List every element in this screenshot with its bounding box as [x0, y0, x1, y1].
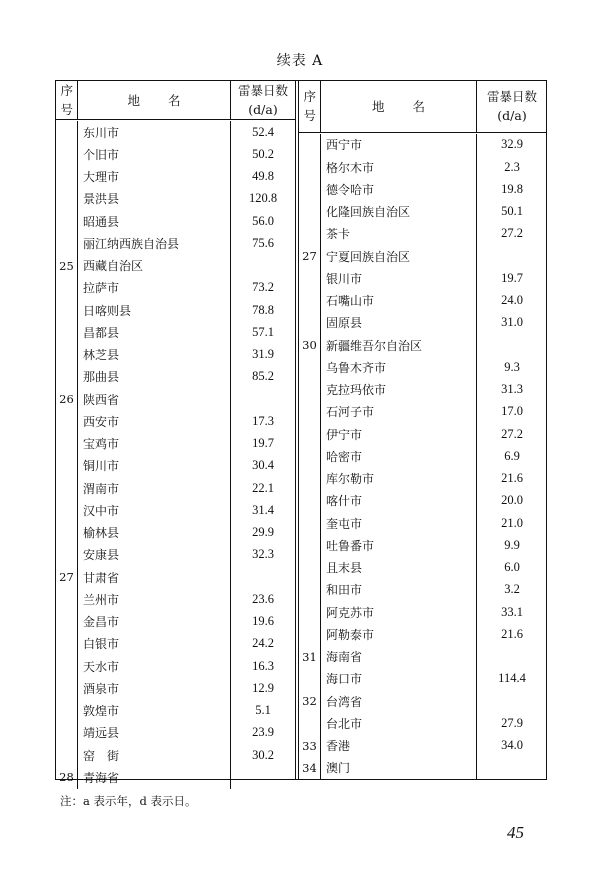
cell-name: 喀什市 — [321, 490, 477, 512]
cell-name: 库尔勒市 — [321, 468, 477, 490]
table-row — [56, 700, 295, 722]
cell-name: 渭南市 — [78, 477, 231, 499]
cell-seq: 27 — [56, 566, 78, 588]
table-row — [56, 722, 295, 744]
table-row — [56, 633, 295, 655]
cell-seq: 27 — [299, 245, 321, 267]
cell-name: 青海省 — [78, 766, 231, 788]
cell-seq — [299, 401, 321, 423]
table-row — [299, 490, 547, 512]
header-seq: 序号 — [56, 81, 78, 119]
cell-value: 27.2 — [501, 426, 523, 441]
cell-seq: 25 — [56, 255, 78, 277]
table-row — [56, 255, 295, 277]
cell-seq — [299, 623, 321, 645]
cell-seq: 33 — [299, 735, 321, 757]
cell-name: 且末县 — [321, 557, 477, 579]
cell-name: 澳门 — [321, 757, 477, 779]
cell-value: 2.3 — [504, 159, 520, 174]
cell-seq — [299, 512, 321, 534]
cell-value: 50.1 — [501, 204, 523, 219]
cell-name: 西藏自治区 — [78, 255, 231, 277]
cell-value — [477, 334, 547, 356]
header-name: 地名 — [321, 81, 477, 132]
cell-seq — [299, 178, 321, 200]
table-left-half — [56, 81, 296, 785]
cell-seq — [56, 232, 78, 254]
cell-name: 西宁市 — [321, 134, 477, 156]
cell-value: 20.0 — [501, 493, 523, 508]
cell-name: 石河子市 — [321, 401, 477, 423]
cell-name: 宁夏回族自治区 — [321, 245, 477, 267]
table-row — [299, 401, 547, 423]
cell-value: 3.2 — [504, 582, 520, 597]
table-row — [299, 201, 547, 223]
cell-name: 天水市 — [78, 655, 231, 677]
table-row — [299, 690, 547, 712]
header-name: 地名 — [78, 81, 231, 119]
cell-seq — [299, 534, 321, 556]
cell-value: 27.9 — [501, 715, 523, 730]
cell-seq — [299, 134, 321, 156]
cell-value: 17.0 — [501, 404, 523, 419]
cell-seq: 34 — [299, 757, 321, 779]
table-row — [299, 757, 547, 779]
table-row — [56, 566, 295, 588]
table-body-left — [56, 120, 295, 789]
cell-name: 白银市 — [78, 633, 231, 655]
cell-name: 格尔木市 — [321, 156, 477, 178]
table-row — [56, 166, 295, 188]
table-title: 续表 A — [276, 53, 324, 69]
table-row — [56, 344, 295, 366]
cell-value — [477, 690, 547, 712]
table-row — [299, 534, 547, 556]
cell-value: 5.1 — [255, 703, 271, 718]
cell-name: 敦煌市 — [78, 700, 231, 722]
table-row — [56, 188, 295, 210]
table-row — [299, 290, 547, 312]
table-row — [299, 601, 547, 623]
cell-name: 昭通县 — [78, 210, 231, 232]
cell-value: 22.1 — [252, 480, 274, 495]
cell-seq — [56, 588, 78, 610]
table-row — [299, 646, 547, 668]
cell-seq — [56, 166, 78, 188]
table-row — [56, 655, 295, 677]
cell-name: 吐鲁番市 — [321, 534, 477, 556]
cell-name: 化隆回族自治区 — [321, 201, 477, 223]
cell-name: 大理市 — [78, 166, 231, 188]
cell-seq: 26 — [56, 388, 78, 410]
cell-seq: 32 — [299, 690, 321, 712]
cell-value: 19.8 — [501, 181, 523, 196]
cell-name: 靖远县 — [78, 722, 231, 744]
cell-name: 克拉玛依市 — [321, 379, 477, 401]
cell-value: 23.9 — [252, 725, 274, 740]
table-row — [56, 611, 295, 633]
cell-seq — [56, 677, 78, 699]
cell-value: 75.6 — [252, 235, 274, 250]
cell-seq — [56, 210, 78, 232]
cell-value: 23.6 — [252, 591, 274, 606]
table-header — [56, 81, 295, 120]
table-row — [56, 744, 295, 766]
cell-name: 汉中市 — [78, 499, 231, 521]
cell-value: 9.3 — [504, 359, 520, 374]
table-row — [299, 178, 547, 200]
table-row — [56, 455, 295, 477]
cell-name: 酒泉市 — [78, 677, 231, 699]
cell-value: 30.4 — [252, 458, 274, 473]
cell-seq — [56, 433, 78, 455]
cell-name: 德令哈市 — [321, 178, 477, 200]
header-value: 雷暴日数 (d/a) — [237, 83, 288, 117]
table-row — [299, 356, 547, 378]
cell-value: 120.8 — [248, 191, 278, 206]
page-number: 45 — [507, 823, 524, 842]
cell-value: 12.9 — [252, 680, 274, 695]
cell-name: 甘肃省 — [78, 566, 231, 588]
table-row — [299, 379, 547, 401]
cell-seq — [299, 468, 321, 490]
cell-value: 29.9 — [252, 525, 274, 540]
cell-value: 19.7 — [252, 436, 274, 451]
footnote: 注：a 表示年，d 表示日。 — [60, 794, 197, 808]
cell-value: 73.2 — [252, 280, 274, 295]
cell-value: 57.1 — [252, 324, 274, 339]
cell-seq: 28 — [56, 766, 78, 788]
cell-name: 哈密市 — [321, 445, 477, 467]
cell-name: 台湾省 — [321, 690, 477, 712]
cell-value: 50.2 — [252, 146, 274, 161]
cell-name: 新疆维吾尔自治区 — [321, 334, 477, 356]
cell-name: 银川市 — [321, 267, 477, 289]
cell-seq — [56, 188, 78, 210]
table-row — [299, 579, 547, 601]
cell-value: 78.8 — [252, 302, 274, 317]
table-row — [299, 668, 547, 690]
table-row — [56, 410, 295, 432]
cell-seq — [56, 611, 78, 633]
table-row — [299, 557, 547, 579]
table-row — [56, 766, 295, 788]
cell-value: 27.2 — [501, 226, 523, 241]
cell-seq — [56, 700, 78, 722]
cell-seq — [56, 366, 78, 388]
cell-name: 台北市 — [321, 712, 477, 734]
cell-name: 东川市 — [78, 121, 231, 143]
cell-seq — [299, 156, 321, 178]
cell-name: 茶卡 — [321, 223, 477, 245]
cell-name: 宝鸡市 — [78, 433, 231, 455]
cell-seq — [299, 557, 321, 579]
cell-seq — [56, 143, 78, 165]
cell-name: 拉萨市 — [78, 277, 231, 299]
table-row — [56, 121, 295, 143]
cell-name: 榆林县 — [78, 522, 231, 544]
cell-seq — [299, 201, 321, 223]
cell-value: 31.4 — [252, 502, 274, 517]
cell-name: 金昌市 — [78, 611, 231, 633]
table-row — [56, 544, 295, 566]
cell-value: 21.0 — [501, 515, 523, 530]
cell-seq — [56, 277, 78, 299]
cell-name: 景洪县 — [78, 188, 231, 210]
table-row — [56, 143, 295, 165]
cell-name: 伊宁市 — [321, 423, 477, 445]
cell-value — [477, 757, 547, 779]
cell-name: 和田市 — [321, 579, 477, 601]
cell-seq — [56, 121, 78, 143]
cell-seq — [299, 445, 321, 467]
table-row — [56, 499, 295, 521]
cell-name: 香港 — [321, 735, 477, 757]
cell-seq — [299, 423, 321, 445]
cell-seq — [56, 744, 78, 766]
table-header — [299, 81, 547, 133]
table-row — [56, 366, 295, 388]
cell-name: 海口市 — [321, 668, 477, 690]
cell-name: 海南省 — [321, 646, 477, 668]
table-row — [56, 477, 295, 499]
cell-seq — [299, 290, 321, 312]
table-right-half — [298, 81, 547, 779]
cell-value: 56.0 — [252, 213, 274, 228]
cell-value — [231, 255, 295, 277]
thunderstorm-days-table — [55, 80, 547, 785]
cell-seq — [299, 601, 321, 623]
table-row — [56, 232, 295, 254]
cell-value — [231, 388, 295, 410]
table-row — [299, 245, 547, 267]
cell-value: 6.9 — [504, 448, 520, 463]
cell-value: 19.7 — [501, 270, 523, 285]
cell-value — [477, 646, 547, 668]
cell-seq — [299, 712, 321, 734]
cell-name: 安康县 — [78, 544, 231, 566]
cell-name: 固原县 — [321, 312, 477, 334]
cell-value — [231, 766, 295, 788]
cell-name: 阿克苏市 — [321, 601, 477, 623]
cell-name: 石嘴山市 — [321, 290, 477, 312]
cell-value: 85.2 — [252, 369, 274, 384]
cell-value — [231, 566, 295, 588]
cell-name: 奎屯市 — [321, 512, 477, 534]
cell-seq — [299, 579, 321, 601]
table-row — [56, 388, 295, 410]
table-row — [299, 334, 547, 356]
cell-seq — [56, 633, 78, 655]
cell-seq — [56, 299, 78, 321]
cell-value: 17.3 — [252, 413, 274, 428]
cell-name: 日喀则县 — [78, 299, 231, 321]
cell-value: 32.3 — [252, 547, 274, 562]
table-row — [299, 623, 547, 645]
cell-name: 窑 街 — [78, 744, 231, 766]
table-row — [299, 445, 547, 467]
cell-seq — [56, 410, 78, 432]
table-row — [56, 677, 295, 699]
cell-seq — [299, 267, 321, 289]
cell-seq: 31 — [299, 646, 321, 668]
cell-seq — [56, 722, 78, 744]
cell-name: 阿勒泰市 — [321, 623, 477, 645]
cell-value: 52.4 — [252, 124, 274, 139]
table-row — [299, 512, 547, 534]
cell-seq — [56, 455, 78, 477]
cell-seq — [299, 223, 321, 245]
table-row — [56, 588, 295, 610]
table-row — [299, 735, 547, 757]
cell-value: 49.8 — [252, 169, 274, 184]
cell-seq: 30 — [299, 334, 321, 356]
cell-value: 24.2 — [252, 636, 274, 651]
cell-value: 6.0 — [504, 560, 520, 575]
header-value: 雷暴日数 (d/a) — [486, 89, 537, 124]
cell-value: 33.1 — [501, 604, 523, 619]
cell-name: 西安市 — [78, 410, 231, 432]
table-row — [56, 522, 295, 544]
cell-seq — [299, 490, 321, 512]
cell-value: 21.6 — [501, 471, 523, 486]
cell-name: 铜川市 — [78, 455, 231, 477]
table-row — [299, 312, 547, 334]
table-row — [56, 433, 295, 455]
table-row — [299, 134, 547, 156]
cell-value: 9.9 — [504, 537, 520, 552]
table-row — [56, 299, 295, 321]
cell-seq — [299, 668, 321, 690]
table-row — [56, 321, 295, 343]
cell-seq — [56, 344, 78, 366]
cell-name: 乌鲁木齐市 — [321, 356, 477, 378]
table-row — [299, 156, 547, 178]
cell-value: 30.2 — [252, 747, 274, 762]
table-body-right — [299, 133, 547, 779]
cell-value: 24.0 — [501, 293, 523, 308]
cell-seq — [56, 544, 78, 566]
cell-name: 那曲县 — [78, 366, 231, 388]
cell-seq — [299, 379, 321, 401]
cell-value: 19.6 — [252, 614, 274, 629]
table-row — [299, 223, 547, 245]
table-row — [299, 468, 547, 490]
cell-value: 31.0 — [501, 315, 523, 330]
cell-name: 个旧市 — [78, 143, 231, 165]
cell-value — [477, 245, 547, 267]
cell-name: 兰州市 — [78, 588, 231, 610]
cell-value: 34.0 — [501, 738, 523, 753]
cell-value: 114.4 — [498, 671, 526, 686]
table-row — [56, 277, 295, 299]
cell-name: 丽江纳西族自治县 — [78, 232, 231, 254]
cell-name: 林芝县 — [78, 344, 231, 366]
cell-name: 陕西省 — [78, 388, 231, 410]
table-row — [56, 210, 295, 232]
header-seq: 序号 — [299, 81, 321, 132]
cell-value: 31.3 — [501, 382, 523, 397]
cell-value: 21.6 — [501, 626, 523, 641]
cell-seq — [56, 522, 78, 544]
cell-seq — [56, 655, 78, 677]
cell-value: 16.3 — [252, 658, 274, 673]
cell-seq — [56, 477, 78, 499]
cell-seq — [56, 499, 78, 521]
cell-seq — [299, 356, 321, 378]
cell-seq — [56, 321, 78, 343]
cell-value: 31.9 — [252, 347, 274, 362]
cell-value: 32.9 — [501, 137, 523, 152]
cell-name: 昌都县 — [78, 321, 231, 343]
table-row — [299, 267, 547, 289]
cell-seq — [299, 312, 321, 334]
table-row — [299, 423, 547, 445]
table-row — [299, 712, 547, 734]
